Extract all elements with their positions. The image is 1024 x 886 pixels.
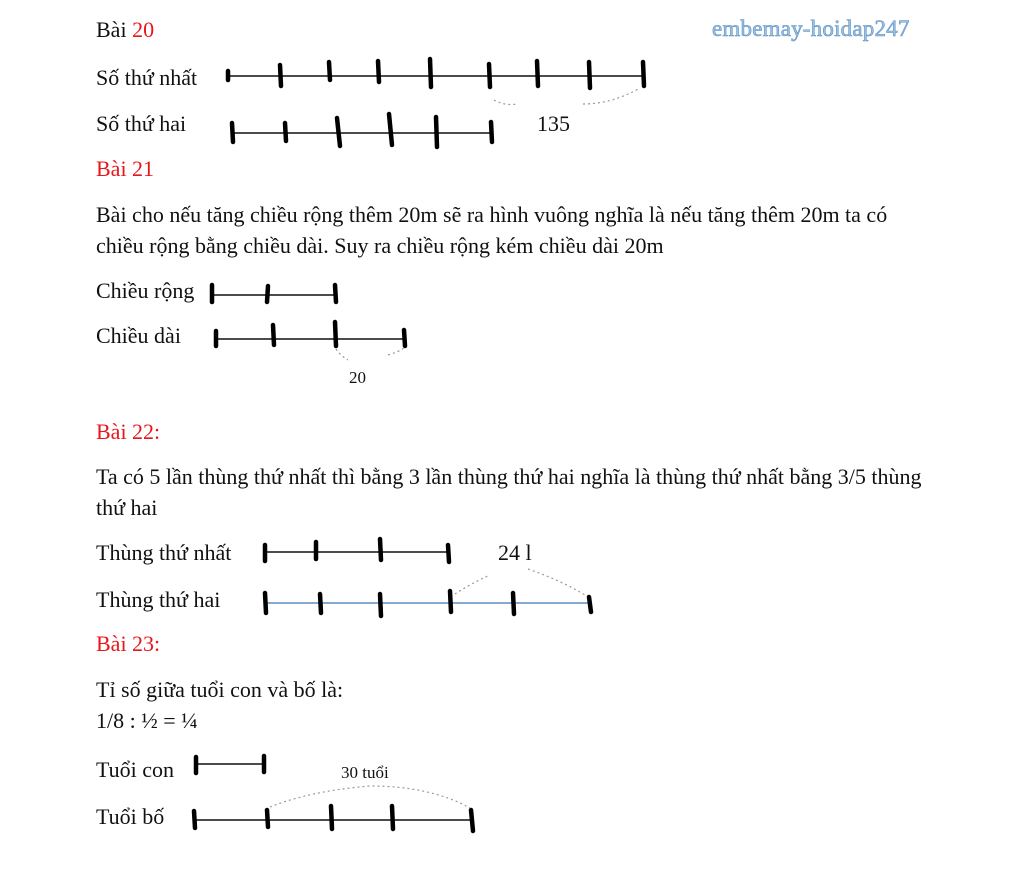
bai20-row2-segment <box>232 114 492 147</box>
bai23-line2: 1/8 : ½ = ¼ <box>96 708 198 733</box>
segment-tick <box>329 62 330 80</box>
bai21-difference-label: 20 <box>349 368 366 387</box>
segment-tick <box>285 123 286 141</box>
bai20-title-prefix: Bài <box>96 17 133 42</box>
bai22-paragraph: Ta có 5 lần thùng thứ nhất thì bằng 3 lần thùng thứ hai nghĩa là thùng thứ nhất bằng 3/5 thùng thứ hai <box>96 464 922 520</box>
bai23-row2-segment <box>194 806 473 831</box>
segment-tick <box>265 593 266 613</box>
segment-tick <box>335 285 336 302</box>
bai20-row1-label: Số thứ nhất <box>96 65 198 90</box>
segment-tick <box>232 123 233 142</box>
segment-tick <box>537 61 538 86</box>
segment-tick <box>589 597 591 612</box>
segment-tick <box>471 810 473 831</box>
bai20-row1-segment <box>228 59 644 88</box>
bai22-row2-label: Thùng thứ hai <box>96 587 221 612</box>
bai21-paragraph: Bài cho nếu tăng chiều rộng thêm 20m sẽ ra hình vuông nghĩa là nếu tăng thêm 20m ta có chiều rộng bằng chiều dài. Suy ra chiều rộng kém chiều dài 20m <box>96 202 888 258</box>
segment-tick <box>450 591 451 612</box>
bai20-difference-label: 135 <box>537 111 570 136</box>
segment-tick <box>589 62 590 88</box>
bai23-row1-segment <box>196 756 264 773</box>
bai21-title: Bài 21 <box>96 156 155 181</box>
bai23-row1-label: Tuổi con <box>96 757 175 782</box>
bai22-brace <box>455 569 585 595</box>
watermark: embemay-hoidap247 <box>712 16 910 41</box>
segment-tick <box>389 114 392 145</box>
segment-tick <box>380 594 381 616</box>
segment-tick <box>331 806 332 829</box>
segment-tick <box>404 330 405 346</box>
segment-tick <box>448 545 449 562</box>
bai22-row2-segment <box>265 591 591 616</box>
segment-tick <box>436 117 437 147</box>
segment-tick <box>320 594 321 613</box>
segment-tick <box>273 325 274 345</box>
bai21-row1-segment <box>212 285 336 302</box>
segment-tick <box>378 61 379 82</box>
segment-tick <box>267 286 268 302</box>
segment-tick <box>194 811 195 828</box>
bai22-row1-segment <box>265 539 449 562</box>
bai23-difference-label: 30 tuổi <box>341 763 389 782</box>
segment-tick <box>491 122 492 142</box>
bai23-brace <box>270 786 470 808</box>
bai21-row1-label: Chiều rộng <box>96 278 195 303</box>
bai20-title-number: 20 <box>132 17 155 42</box>
bai20-brace-left <box>494 100 517 105</box>
segment-tick <box>430 59 431 87</box>
segment-tick <box>380 539 381 560</box>
bai20-brace-right <box>583 88 640 104</box>
segment-tick <box>335 322 336 346</box>
segment-tick <box>280 65 281 86</box>
segment-tick <box>337 118 340 146</box>
bai22-title: Bài 22: <box>96 419 161 444</box>
segment-tick <box>489 64 490 87</box>
bai23-line1: Tỉ số giữa tuổi con và bố là: <box>96 677 344 702</box>
bai21-row2-label: Chiều dài <box>96 323 181 348</box>
bai23-title: Bài 23: <box>96 631 161 656</box>
bai21-brace <box>336 348 404 360</box>
segment-tick <box>267 810 268 827</box>
segment-tick <box>392 806 393 829</box>
bai23-row2-label: Tuổi bố <box>96 804 165 829</box>
bai20-row2-label: Số thứ hai <box>96 111 187 136</box>
bai22-row1-label: Thùng thứ nhất <box>96 540 232 565</box>
bai22-difference-label: 24 l <box>498 540 532 565</box>
bai21-row2-segment <box>216 322 405 346</box>
segment-tick <box>643 62 644 86</box>
segment-tick <box>513 593 514 614</box>
